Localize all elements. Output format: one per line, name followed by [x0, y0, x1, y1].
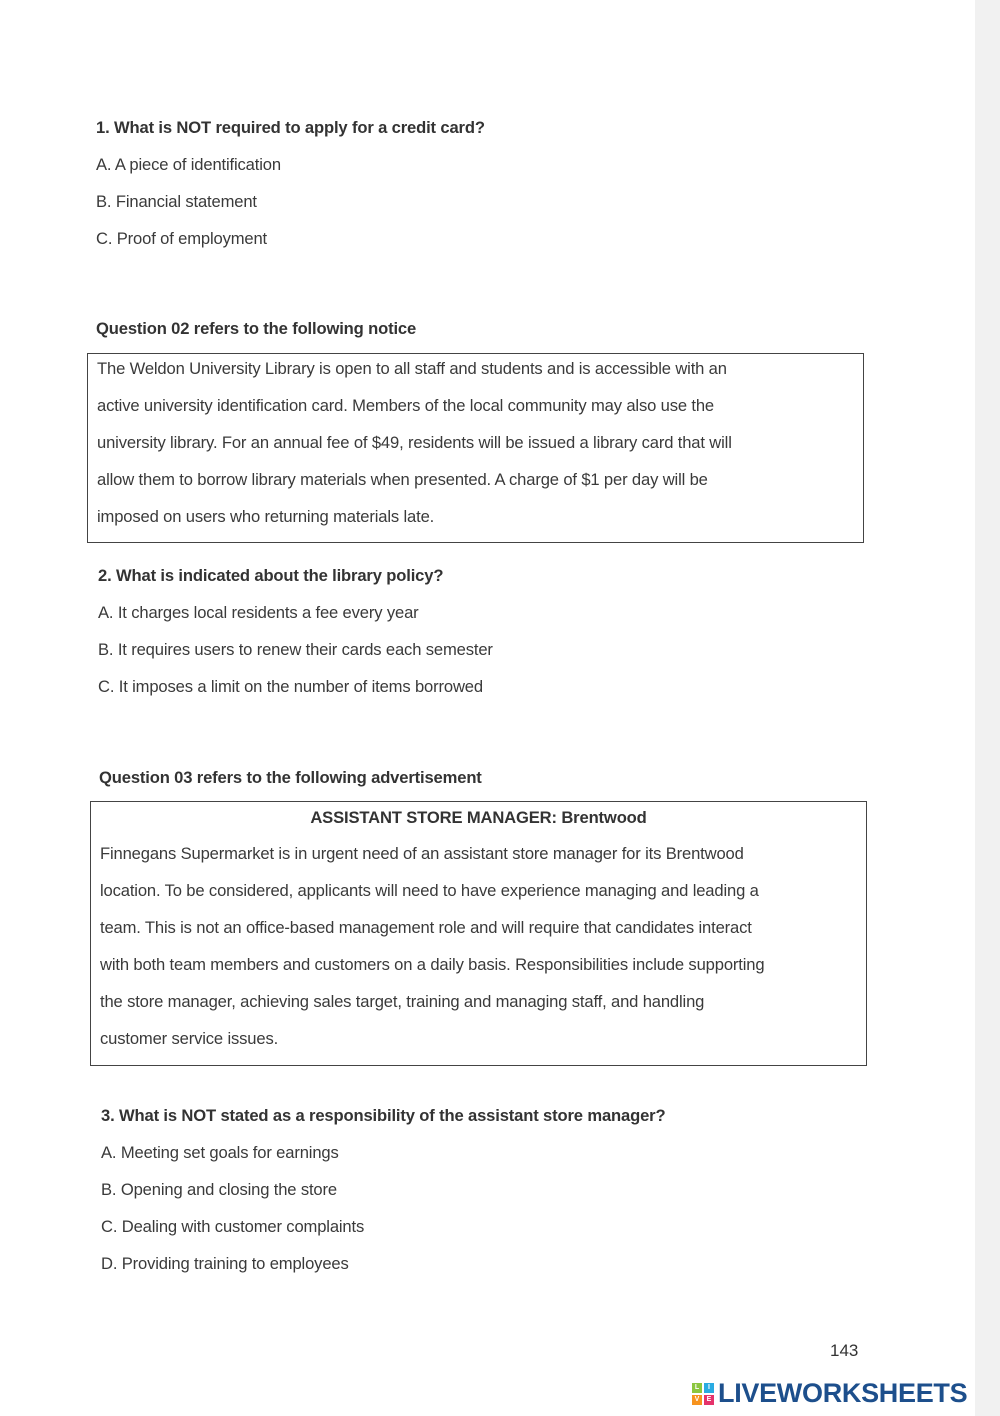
option-a[interactable]: A. Meeting set goals for earnings: [101, 1143, 339, 1162]
question-text: 3. What is NOT stated as a responsibility of the assistant store manager?: [101, 1106, 666, 1125]
logo-tile: L: [692, 1383, 702, 1393]
liveworksheets-logo: [692, 1378, 967, 1409]
passage-line: university library. For an annual fee of $49, residents will be issued a library card that will: [97, 433, 732, 452]
passage-line: The Weldon University Library is open to all staff and students and is accessible with an: [97, 359, 727, 378]
option-b[interactable]: B. Financial statement: [96, 192, 257, 211]
logo-tile: I: [704, 1383, 714, 1393]
passage-intro: Question 03 refers to the following advertisement: [99, 768, 482, 787]
option-c[interactable]: C. Proof of employment: [96, 229, 268, 248]
passage-line: location. To be considered, applicants will need to have experience managing and leading a: [100, 881, 759, 900]
passage-line: with both team members and customers on a daily basis. Responsibilities include supporting: [100, 955, 765, 974]
option-c[interactable]: C. Dealing with customer complaints: [101, 1217, 365, 1236]
passage-intro: Question 02 refers to the following notice: [96, 319, 417, 338]
option-a[interactable]: A. A piece of identification: [96, 155, 281, 174]
question-text: 2. What is indicated about the library policy?: [98, 566, 444, 585]
option-a[interactable]: A. It charges local residents a fee every year: [98, 603, 419, 622]
logo-tile: V: [692, 1395, 702, 1405]
logo-text: LIVEWORKSHEETS: [718, 1378, 968, 1408]
option-d[interactable]: D. Providing training to employees: [101, 1254, 349, 1273]
question-text: 1. What is NOT required to apply for a credit card?: [96, 118, 485, 137]
passage-line: active university identification card. Members of the local community may also use the: [97, 396, 715, 415]
scan-edge: [975, 0, 1000, 1416]
passage-line: Finnegans Supermarket is in urgent need of an assistant store manager for its Brentwood: [100, 844, 744, 863]
logo-tiles-icon: [692, 1383, 714, 1405]
passage-line: imposed on users who returning materials late.: [97, 507, 435, 526]
advertisement-heading: ASSISTANT STORE MANAGER: Brentwood: [310, 808, 647, 827]
passage-line: allow them to borrow library materials when presented. A charge of $1 per day will be: [97, 470, 708, 489]
passage-line: team. This is not an office-based management role and will require that candidates interact: [100, 918, 752, 937]
passage-line: the store manager, achieving sales target, training and managing staff, and handling: [100, 992, 705, 1011]
option-b[interactable]: B. It requires users to renew their cards each semester: [98, 640, 493, 659]
option-b[interactable]: B. Opening and closing the store: [101, 1180, 337, 1199]
option-c[interactable]: C. It imposes a limit on the number of items borrowed: [98, 677, 483, 696]
logo-tile: E: [704, 1395, 714, 1405]
passage-line: customer service issues.: [100, 1029, 279, 1048]
page-number: 143: [830, 1341, 859, 1360]
